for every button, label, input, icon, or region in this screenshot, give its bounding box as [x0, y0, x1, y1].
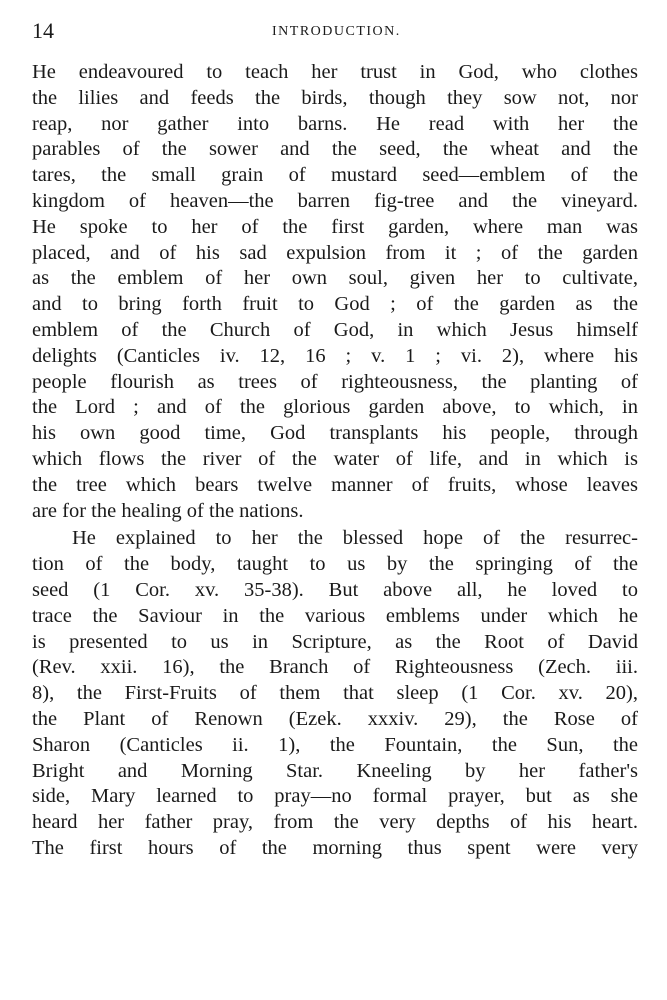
- text-line: is presented to us in Scripture, as the Root of David: [32, 630, 638, 653]
- text-line: as the emblem of her own soul, given her to cultivate,: [32, 267, 638, 290]
- text-line: tion of the body, taught to us by the springing of the: [32, 553, 638, 576]
- text-line: He spoke to her of the first garden, where man was: [32, 215, 638, 238]
- body-text: [32, 60, 638, 862]
- text-line: heard her father pray, from the very depths of his heart.: [32, 811, 638, 834]
- paragraph-1: [32, 60, 638, 524]
- text-line: He explained to her the blessed hope of the resurrec-: [72, 527, 638, 550]
- text-line: reap, nor gather into barns. He read with her the: [32, 112, 638, 135]
- text-line: Bright and Morning Star. Kneeling by her father's: [32, 759, 638, 782]
- text-line: are for the healing of the nations.: [32, 499, 304, 522]
- text-line: emblem of the Church of God, in which Jesus himself: [32, 318, 638, 341]
- text-line: trace the Saviour in the various emblems under which he: [32, 604, 638, 627]
- text-line: kingdom of heaven—the barren fig-tree and the vineyard.: [32, 189, 638, 212]
- paragraph-2: [32, 526, 638, 861]
- running-head: [32, 18, 642, 48]
- text-line: the lilies and feeds the birds, though they sow not, nor: [32, 86, 638, 109]
- text-line: tares, the small grain of mustard seed—emblem of the: [32, 164, 638, 187]
- text-line: He endeavoured to teach her trust in God, who clothes: [32, 61, 638, 83]
- text-line: which flows the river of the water of life, and in which is: [32, 447, 638, 470]
- text-line: 8), the First-Fruits of them that sleep (1 Cor. xv. 20),: [32, 682, 638, 705]
- page-number: 14: [32, 18, 54, 43]
- text-line: and to bring forth fruit to God ; of the garden as the: [32, 293, 638, 316]
- text-line: placed, and of his sad expulsion from it ; of the garden: [32, 241, 638, 264]
- text-line: seed (1 Cor. xv. 35-38). But above all, he loved to: [32, 578, 638, 601]
- text-line: the Lord ; and of the glorious garden above, to which, in: [32, 396, 638, 419]
- text-line: delights (Canticles iv. 12, 16 ; v. 1 ; vi. 2), where his: [32, 344, 638, 367]
- text-line: people flourish as trees of righteousness, the planting of: [32, 370, 638, 393]
- running-title: INTRODUCTION.: [272, 24, 401, 39]
- text-line: Sharon (Canticles ii. 1), the Fountain, the Sun, the: [32, 733, 638, 756]
- text-line: The first hours of the morning thus spent were very: [32, 836, 638, 859]
- text-line: parables of the sower and the seed, the wheat and the: [32, 138, 638, 161]
- text-line: side, Mary learned to pray—no formal prayer, but as she: [32, 785, 638, 808]
- text-line: (Rev. xxii. 16), the Branch of Righteousness (Zech. iii.: [32, 656, 638, 679]
- text-line: the tree which bears twelve manner of fruits, whose leaves: [32, 473, 638, 496]
- text-line: the Plant of Renown (Ezek. xxxiv. 29), the Rose of: [32, 707, 638, 730]
- text-line: his own good time, God transplants his people, through: [32, 422, 638, 445]
